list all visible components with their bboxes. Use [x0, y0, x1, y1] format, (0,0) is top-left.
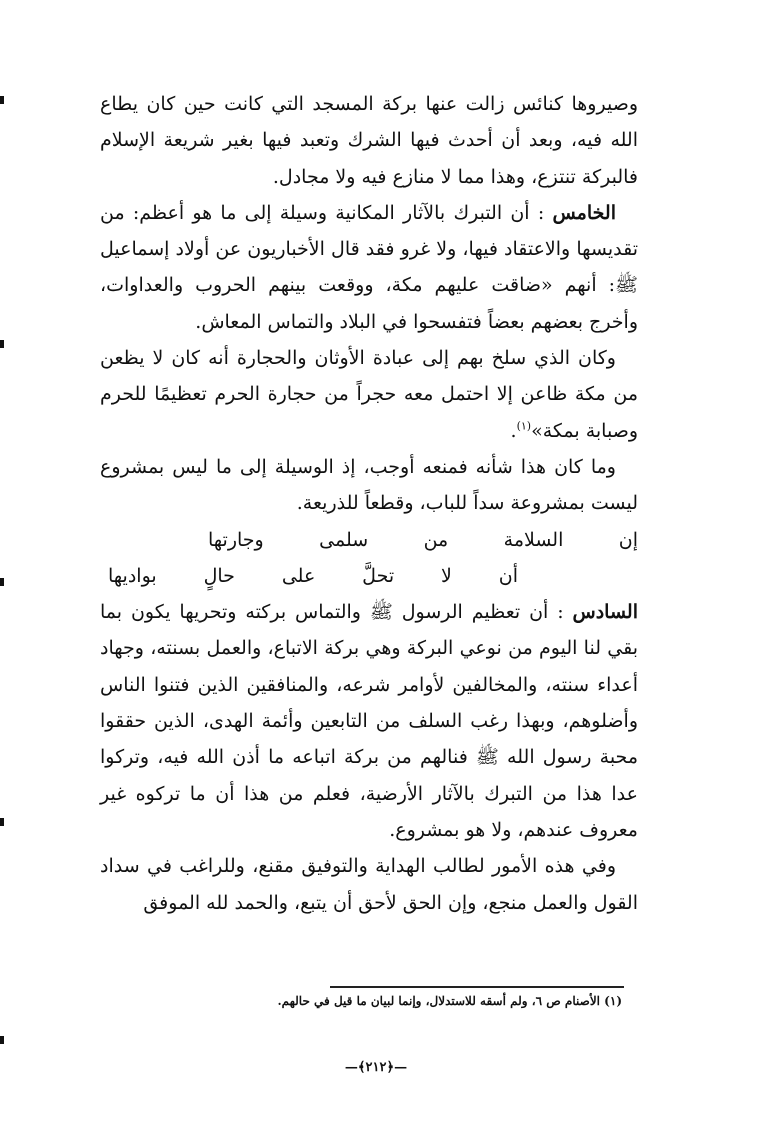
main-text [100, 86, 638, 921]
paragraph-4 [100, 449, 638, 522]
paragraph-text: وكان الذي سلخ بهم إلى عبادة الأوثان والحجارة أنه كان لا يظعن من مكة ظاعن إلا احتمل معه حجراً من حجارة الحرم تعظيمًا للحرم وصبابة بمكة» [100, 347, 638, 442]
footnote-ref[interactable]: (١) [516, 419, 532, 433]
footnote: (١) الأصنام ص ٦، ولم أسقه للاستدلال، وإنما لبيان ما قيل في حالهم. [277, 994, 622, 1008]
footnote-divider [330, 986, 624, 988]
paragraph-1 [100, 86, 638, 195]
margin-mark [0, 96, 4, 104]
paragraph-3 [100, 340, 638, 449]
paragraph-text: : أن تعظيم الرسول ﷺ والتماس بركته وتحريها يكون بما بقي لنا اليوم من نوعي البركة وهي بركة الاتباع، والعمل بسنته، وجهاد أعداء سنته، والمخالفين لأوامر شرعه، والمنافقين الذين فتنوا الناس وأضلوهم، وبهذا رغب السلف من التابعين وأئمة الهدى، الذين حققوا محبة رسول الله ﷺ فنالهم من بركة اتباعه ما أذن الله فيه، وتركوا عدا هذا من التبرك بالآثار الأرضية، فعلم من هذا أن ما تركوه غير معروف عندهم، ولا هو بمشروع. [100, 601, 638, 841]
paragraph-text: : أن التبرك بالآثار المكانية وسيلة إلى ما هو أعظم: من تقديسها والاعتقاد فيها، ولا غرو فقد قال الأخباريون عن أولاد إسماعيل ﷺ: أنهم «ضاقت عليهم مكة، ووقعت بينهم الحروب والعداوات، وأخرج بعضهم بعضاً فتفسحوا في البلاد والتماس المعاش. [100, 201, 638, 333]
margin-mark [0, 578, 4, 586]
paragraph-closing [100, 848, 638, 921]
poem-second-hemistich: أن لا تحلَّ على حالٍ بواديها [108, 564, 518, 587]
paragraph-heading: الخامس [552, 201, 616, 224]
paragraph-heading: السادس [572, 601, 638, 624]
page-number: —﴿٢١٢﴾— [344, 1060, 408, 1075]
paragraph-text: وما كان هذا شأنه فمنعه أوجب، إذ الوسيلة إلى ما ليس بمشروع ليست بمشروعة سداً للباب، وقطعاً للذريعة. [100, 455, 638, 515]
margin-mark [0, 1036, 4, 1044]
margin-mark [0, 340, 4, 348]
poem-verse [100, 522, 638, 595]
paragraph-sixth [100, 594, 638, 848]
margin-mark [0, 818, 4, 826]
paragraph-fifth [100, 195, 638, 340]
paragraph-end: . [510, 419, 517, 442]
paragraph-text: وصيروها كنائس زالت عنها بركة المسجد التي كانت حين كان يطاع الله فيه، وبعد أن أحدث فيها الشرك وتعبد فيها بغير شريعة الإسلام فالبركة تنتزع، وهذا مما لا منازع فيه ولا مجادل. [100, 93, 639, 188]
paragraph-text: وفي هذه الأمور لطالب الهداية والتوفيق مقنع، وللراغب في سداد القول والعمل منجع، وإن الحق لأحق أن يتبع، والحمد لله الموفق [100, 855, 638, 914]
poem-first-hemistich: إن السلامة من سلمى وجارتها [208, 528, 638, 551]
